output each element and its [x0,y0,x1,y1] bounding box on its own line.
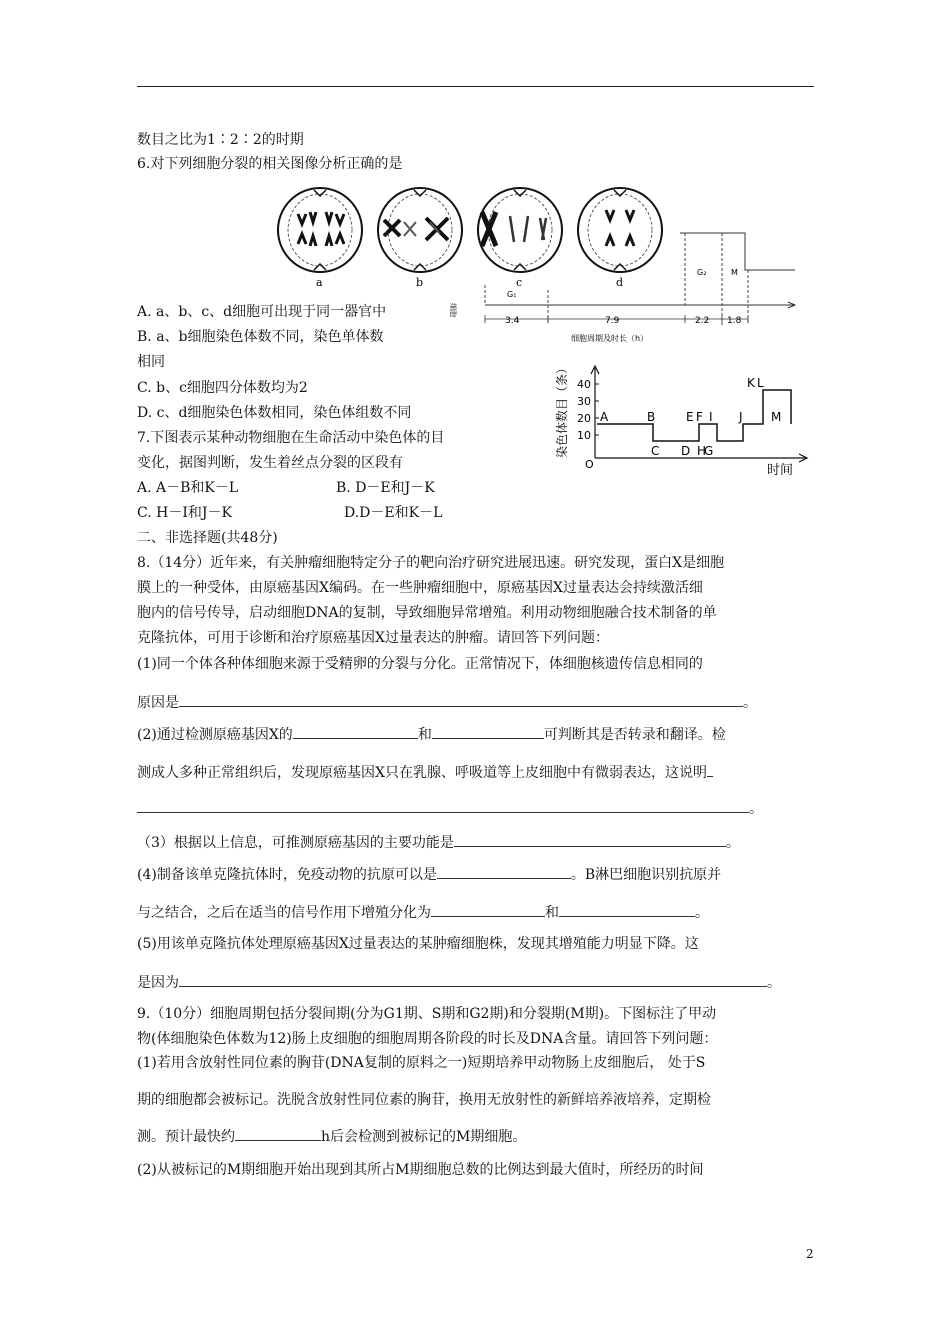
q8-p4-line1 [137,864,721,885]
cell-a [278,188,362,289]
q8-p4-line2-prefix: 与之结合，之后在适当的信号作用下增殖分化为 [137,905,431,921]
q8-p2-line3 [137,798,763,819]
q8-intro-line3: 胞内的信号传导，启动细胞DNA的复制，导致细胞异常增殖。利用动物细胞融合技术制备的单 [137,605,717,621]
phase-label-g1: G₁ [507,290,517,299]
q8-p3-period: 。 [725,835,740,851]
point-label-l: L [757,376,764,390]
chrom-y-axis-label: 染色体数目（条） [555,361,569,458]
cell-label-b: b [416,276,424,289]
q8-p5-line1: (5)用该单克隆抗体处理原癌基因X过量表达的某肿瘤细胞株，发现其增殖能力明显下降。这 [137,936,699,952]
header-rule [137,86,814,87]
answer-blank-q8-4a[interactable] [437,864,571,879]
q9-p2-line1: (2)从被标记的M期细胞开始出现到其所占M期细胞总数的比例达到最大值时，所经历的时间 [137,1162,704,1178]
q8-p3 [137,832,740,853]
answer-blank-q8-2c[interactable] [137,798,749,813]
point-label-i: I [709,410,713,424]
q7-option-a: A. A－B和K－L [137,480,239,496]
q7-option-c: C. H－I和J－K [137,505,232,521]
q9-p1-line1: (1)若用含放射性同位素的胸苷(DNA复制的原料之一)短期培养甲动物肠上皮细胞后， 处于S [137,1055,706,1071]
phase-label-g2: G₂ [697,268,707,277]
q8-p3-prefix: （3）根据以上信息，可推测原癌基因的主要功能是 [137,835,454,851]
q8-p1-line2 [137,692,757,713]
answer-blank-q8-4c[interactable] [559,902,695,917]
cell-cycle-chart [445,225,815,345]
cell-label-a: a [316,276,323,289]
q8-p2-c: 可判断其是否转录和翻译。检 [543,727,726,743]
q8-p4-line2 [137,902,709,923]
intro-line: 数目之比为1∶2∶2的时期 [137,132,304,148]
cycle-y-axis-label: 细胞 [449,303,457,317]
q6-option-b: B. a、b细胞染色体数不同，染色单体数 [137,329,384,345]
q8-p2-line1 [137,724,726,745]
tick-label-20: 20 [577,412,591,425]
q8-p5-line2 [137,972,781,993]
duration-g1: 3.4 [505,316,520,326]
point-label-h: H [697,444,707,458]
q8-p1-period: 。 [743,695,757,711]
q9-p1-line3 [137,1126,526,1147]
q8-p4-period: 。 [695,905,709,921]
answer-blank-q8-3[interactable] [454,832,726,847]
q6-option-a: A. a、b、c、d细胞可出现于同一器官中 [137,304,387,320]
q9-p1-suffix: h后会检测到被标记的M期细胞。 [321,1129,527,1145]
q8-p4-prefix: (4)制备该单克隆抗体时，免疫动物的抗原可以是 [137,867,437,883]
q7-option-b: B. D－E和J－K [336,480,435,496]
q6-option-b-cont: 相同 [137,354,165,370]
q7-stem-line2: 变化，据图判断，发生着丝点分裂的区段有 [137,455,403,471]
answer-blank-q8-4b[interactable] [431,902,545,917]
q9-intro-line2: 物(体细胞染色体数为12)肠上皮细胞的细胞周期各阶段的时长及DNA含量。请回答下列问题： [137,1031,718,1047]
q8-p2-period: 。 [749,801,763,817]
point-label-a: A [600,410,609,424]
q8-p4-line2-mid: 和 [545,905,559,921]
chromosome-chart [545,360,825,482]
answer-blank-q9-1[interactable] [235,1126,321,1141]
q9-p1-prefix: 测。预计最快约 [137,1129,235,1145]
point-label-m: M [771,410,782,424]
section-2-title: 二、非选择题(共48分) [137,530,278,546]
tick-label-40: 40 [577,378,591,391]
point-label-e: E [686,410,694,424]
point-label-k: K [747,376,755,390]
answer-blank-q8-5[interactable] [179,972,767,987]
point-label-g: G [704,444,714,458]
q8-p5-period: 。 [767,975,781,991]
point-label-b: B [647,410,656,424]
chromosome-series-line [597,390,791,441]
q8-intro-line1: 8.（14分）近年来，有关肿瘤细胞特定分子的靶向治疗研究进展迅速。研究发现，蛋白X是细胞 [137,555,725,571]
duration-s: 7.9 [605,316,620,326]
q6-option-d: D. c、d细胞染色体数相同，染色体组数不同 [137,405,412,421]
q8-p1-prefix: 原因是 [137,695,179,711]
q6-option-c: C. b、c细胞四分体数均为2 [137,380,308,396]
q6-stem: 6.对下列细胞分裂的相关图像分析正确的是 [137,156,403,172]
duration-m: 1.8 [727,316,742,326]
q8-p1-line1: (1)同一个体各种体细胞来源于受精卵的分裂与分化。正常情况下，体细胞核遗传信息相同的 [137,656,703,672]
tick-label-10: 10 [577,429,591,442]
answer-blank-q8-2b[interactable] [432,724,544,739]
chrom-x-axis-label: 时间 [767,463,794,478]
point-label-f: F [696,410,703,424]
q8-p4-suffix: 。B淋巴细胞识别抗原并 [570,867,722,883]
answer-blank-q8-1[interactable] [179,692,743,707]
phase-label-m: M [731,268,738,277]
q8-p2-line2 [137,762,713,783]
answer-blank-q8-2a[interactable] [293,724,418,739]
point-label-c: C [651,444,660,458]
point-label-d: D [681,444,691,458]
cell-label-c: c [516,276,523,289]
q9-p1-line2: 期的细胞都会被标记。洗脱含放射性同位素的胸苷，换用无放射性的新鲜培养液培养，定期检 [137,1092,711,1108]
chrom-origin-label: O [585,458,594,471]
q9-intro-line1: 9.（10分）细胞周期包括分裂间期(分为G1期、S期和G2期)和分裂期(M期)。下图标注了甲动 [137,1006,717,1022]
q8-intro-line4: 克隆抗体，可用于诊断和治疗原癌基因X过量表达的肿瘤。请回答下列问题： [137,630,609,646]
q7-option-d: D.D－E和K－L [344,505,443,521]
q8-p2-line2-text: 测成人多种正常组织后，发现原癌基因X只在乳腺、呼吸道等上皮细胞中有微弱表达，这说明 [137,765,707,781]
cycle-x-axis-label: 细胞周期及时长（h） [571,334,649,343]
q8-p2-b: 和 [417,727,432,743]
q8-p5-prefix: 是因为 [137,975,179,991]
duration-g2: 2.2 [695,316,710,326]
page-number: 2 [806,1247,814,1261]
answer-blank-q8-2c-start[interactable] [707,762,713,777]
q8-p2-a: (2)通过检测原癌基因X的 [137,727,293,743]
cell-label-d: d [616,276,624,289]
tick-label-30: 30 [577,395,591,408]
q8-intro-line2: 膜上的一种受体，由原癌基因X编码。在一些肿瘤细胞中，原癌基因X过量表达会持续激活细 [137,580,703,596]
q7-stem-line1: 7.下图表示某种动物细胞在生命活动中染色体的目 [137,430,445,446]
point-label-j: J [739,410,743,424]
